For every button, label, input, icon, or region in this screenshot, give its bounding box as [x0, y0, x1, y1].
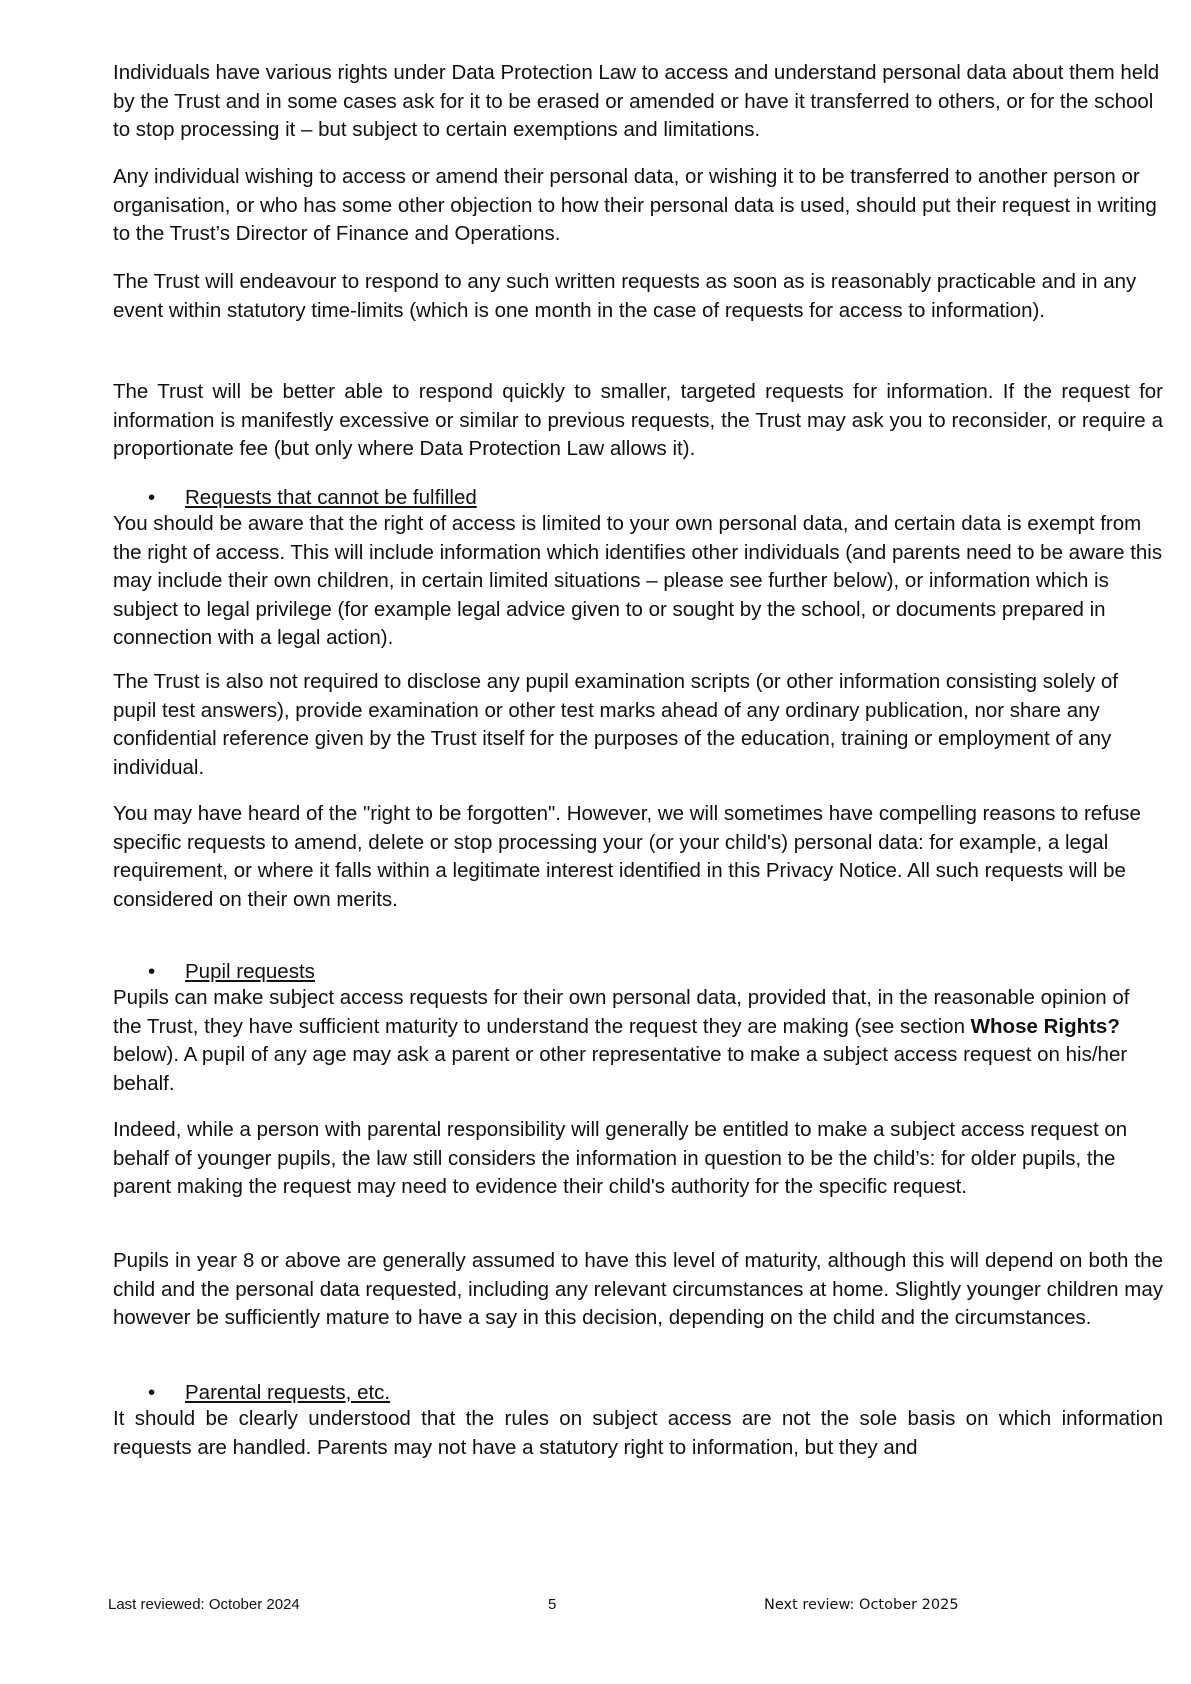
- footer-page-number: 5: [548, 1596, 557, 1613]
- section-heading-pupil-requests: Pupil requests: [185, 960, 315, 983]
- paragraph-text: below). A pupil of any age may ask a parent or other representative to make a subject access request on his/her behalf.: [113, 1043, 1128, 1095]
- bullet-icon: •: [148, 1381, 156, 1404]
- bullet-pupil-requests: [148, 958, 315, 987]
- section-heading-requests-not-fulfilled: Requests that cannot be fulfilled: [185, 486, 477, 509]
- bullet-icon: •: [148, 960, 156, 983]
- footer-last-reviewed: Last reviewed: October 2024: [108, 1596, 300, 1613]
- paragraph-parental-responsibility: Indeed, while a person with parental responsibility will generally be entitled to make a subject access request on behalf of younger pupils, the law still considers the information in question to be the child’s: for older pupils, the parent making the request may need to evidence their child's authority for the specific request.: [113, 1118, 1128, 1199]
- paragraph-response-time: The Trust will endeavour to respond to any such written requests as soon as is reasonably practicable and in any event within statutory time-limits (which is one month in the case of requests for access to information).: [113, 270, 1137, 322]
- paragraph-rights-overview: Individuals have various rights under Data Protection Law to access and understand personal data about them held by the Trust and in some cases ask for it to be erased or amended or have it transferred to others, or for the school to stop processing it – but subject to certain exemptions and limitations.: [113, 61, 1160, 142]
- footer-next-review: Next review: October 2025: [764, 1597, 959, 1613]
- paragraph-how-to-request: Any individual wishing to access or amend their personal data, or wishing it to be transferred to another person or organisation, or who has some other objection to how their personal data is used, should put their request in writing to the Trust’s Director of Finance and Operations.: [113, 165, 1157, 246]
- section-heading-parental-requests: Parental requests, etc.: [185, 1381, 391, 1404]
- paragraph-exam-scripts: The Trust is also not required to disclose any pupil examination scripts (or other information consisting solely of pupil test answers), provide examination or other test marks ahead of any ordinary publication, nor share any confidential reference given by the Trust itself for the purposes of the education, training or employment of any individual.: [113, 670, 1118, 779]
- paragraph-year-8-maturity: Pupils in year 8 or above are generally assumed to have this level of maturity, although this will depend on both the child and the personal data requested, including any relevant circumstances at home. Slightly younger children may however be sufficiently mature to have a say in this decision, depending on the child and the circumstances.: [113, 1249, 1163, 1330]
- paragraph-access-limits: You should be aware that the right of access is limited to your own personal data, and certain data is exempt from the right of access. This will include information which identifies other individuals (and parents need to be aware this may include their own children, in certain limited situations – please see further below), or information which is subject to legal privilege (for example legal advice given to or sought by the school, or documents prepared in connection with a legal action).: [113, 512, 1163, 650]
- bullet-icon: •: [148, 486, 156, 509]
- paragraph-subject-access-rules: It should be clearly understood that the rules on subject access are not the sole basis on which information requests are handled. Parents may not have a statutory right to information, but they and: [113, 1407, 1163, 1459]
- bullet-parental-requests: [148, 1379, 390, 1408]
- paragraph-text: Pupils can make subject access requests for their own personal data, provided that, in the reasonable opinion of the Trust, they have sufficient maturity to understand the request they are making (see section: [113, 986, 1130, 1038]
- paragraph-right-to-be-forgotten: You may have heard of the "right to be forgotten". However, we will sometimes have compelling reasons to refuse specific requests to amend, delete or stop processing your (or your child's) personal data: for example, a legal requirement, or where it falls within a legitimate interest identified in this Privacy Notice. All such requests will be considered on their own merits.: [113, 802, 1141, 911]
- paragraph-pupil-requests: [113, 984, 1163, 1098]
- whose-rights-reference: Whose Rights?: [970, 1014, 1120, 1038]
- bullet-requests-not-fulfilled: [148, 484, 477, 513]
- paragraph-targeted-requests: The Trust will be better able to respond quickly to smaller, targeted requests for information. If the request for information is manifestly excessive or similar to previous requests, the Trust may ask you to reconsider, or require a proportionate fee (but only where Data Protection Law allows it).: [113, 380, 1163, 461]
